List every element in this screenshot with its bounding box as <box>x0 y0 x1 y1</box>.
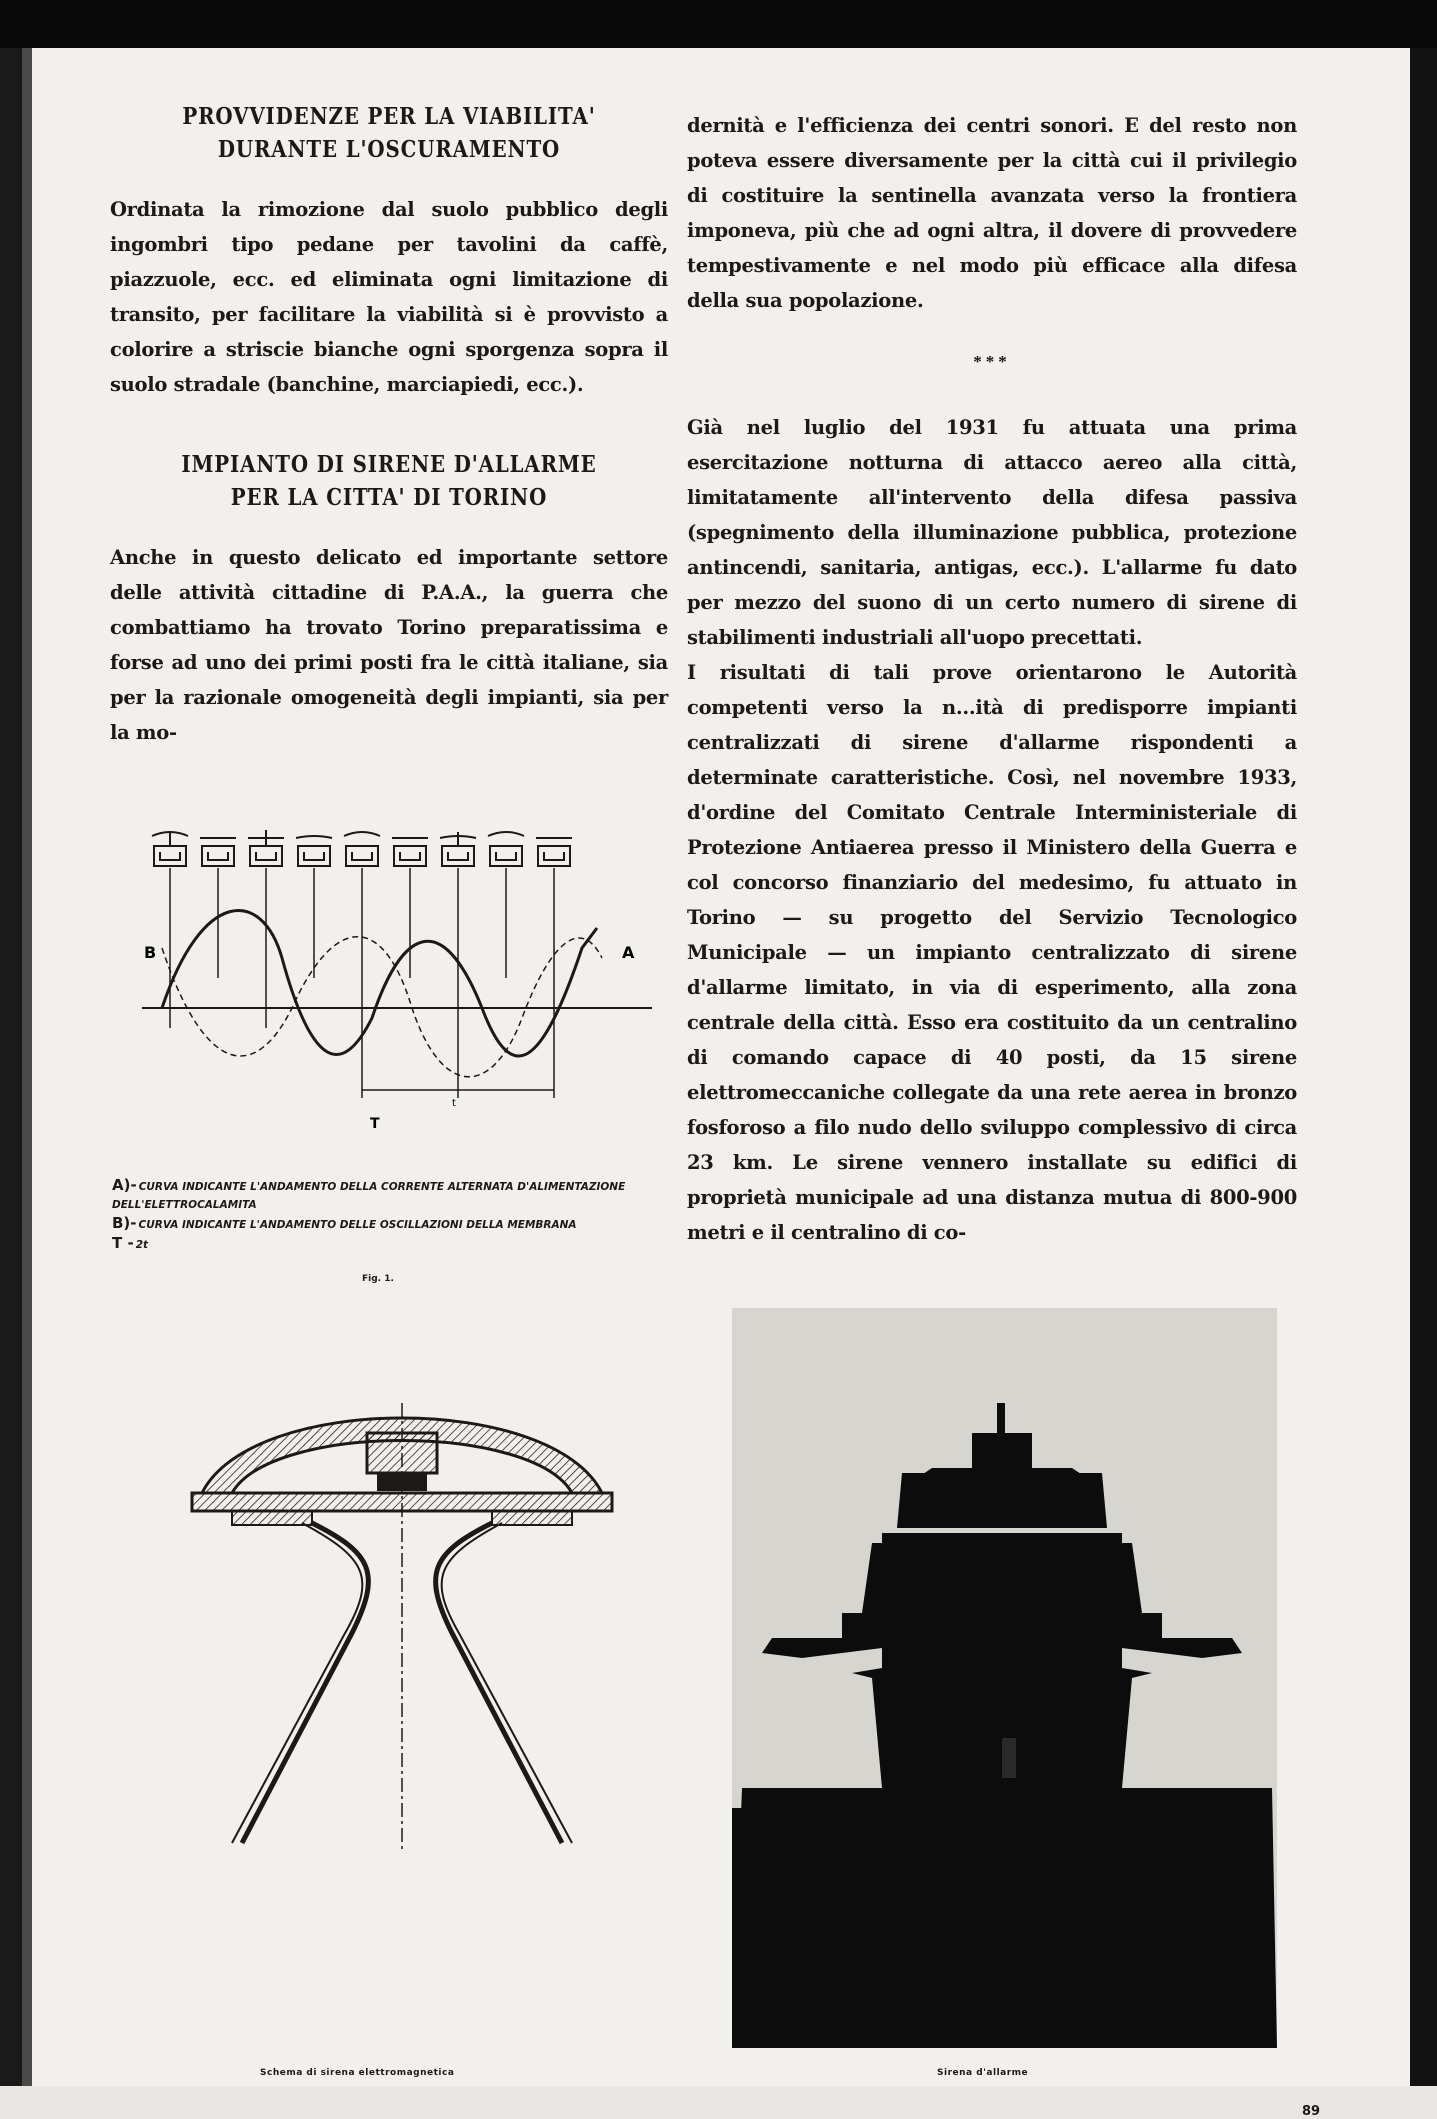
figure2-caption: Schema di sirena elettromagnetica <box>260 2068 455 2078</box>
legend-t-key: T - <box>112 1234 134 1252</box>
figure1-legend <box>112 1176 672 1254</box>
siren-horn-right <box>436 1523 562 1843</box>
page <box>32 48 1410 2119</box>
legend-a-text: CURVA INDICANTE L'ANDAMENTO DELLA CORRENTE ALTERNATA D'ALIMENTAZIONE DELL'ELETTROCALAMITA <box>112 1181 626 1211</box>
siren-horn-right-inner <box>442 1523 572 1843</box>
legend-t-text: 2t <box>135 1239 149 1251</box>
right-paragraph-1: dernità e l'efficienza dei centri sonori. E del resto non poteva essere diversamente per la città cui il privilegio di costituire la sentinella avanzata verso la frontiera imponeva, più che ad ogni altra, il dovere di provvedere tempestivamente e nel modo più efficace alla difesa della sua popolazione. <box>687 114 1297 312</box>
scan-spine-shadow <box>22 48 32 2086</box>
right-paragraph-3: I risultati di tali prove orientarono le Autorità competenti verso la n...ità di predisporre impianti centralizzati di sirene d'allarme rispondenti a determinate caratteristiche. Così, nel novembre 1933, d'ordine del Comitato Centrale Interministeriale di Protezione Antiaerea presso il Ministero della Guerra e col concorso finanziario del medesimo, fu attuato in Torino — su progetto del Servizio Tecnologico Municipale — un impianto centralizzato di sirene d'allarme limitato, in via di esperimento, alla zona centrale della città. Esso era costituito da un centralino di comando capace di 40 posti, da 15 sirene elettromeccaniche collegate da una rete aerea in bronzo fosforoso a filo nudo dello sviluppo complessivo di circa 23 km. Le sirene vennero installate su edifici di proprietà municipale ad una distanza mutua di 800-900 metri e il centralino di co- <box>687 661 1297 1244</box>
legend-b-text: CURVA INDICANTE L'ANDAMENTO DELLE OSCILLAZIONI DELLA MEMBRANA <box>138 1219 577 1231</box>
siren-flange-right <box>492 1511 572 1525</box>
photo-highlight <box>1002 1738 1016 1778</box>
right-column <box>687 108 1297 1250</box>
legend-a-key: A)- <box>112 1176 137 1194</box>
scan-border-left <box>0 48 22 2086</box>
label-b: B <box>144 943 157 962</box>
curve-b-membrane <box>162 937 602 1077</box>
scan-border-right <box>1410 48 1437 2086</box>
electromagnet-symbols <box>152 830 572 866</box>
scan-border-top <box>0 0 1437 48</box>
legend-b-key: B)- <box>112 1214 137 1232</box>
siren-photo <box>732 1308 1277 2048</box>
siren-schema-drawing <box>172 1373 632 1853</box>
section1-title-line1: PROVVIDENZE PER LA VIABILITA' <box>182 103 596 130</box>
section2-body: Anche in questo delicato ed importante settore delle attività cittadine di P.A.A., la guerra che combattiamo ha trovato Torino preparatissima e forse ad uno dei primi posti fra le città italiane, sia per la razionale omogeneità degli impianti, sia per la mo- <box>110 546 668 744</box>
photo-caption: Sirena d'allarme <box>937 2068 1029 2078</box>
section2-title-line1: IMPIANTO DI SIRENE D'ALLARME <box>181 451 597 478</box>
waveform-diagram <box>142 828 662 1188</box>
label-a: A <box>622 943 635 962</box>
siren-horn-left-inner <box>232 1523 362 1843</box>
figure1-caption: Fig. 1. <box>362 1274 394 1284</box>
label-t: T <box>370 1116 380 1132</box>
siren-flange-left <box>232 1511 312 1525</box>
curve-a-current <box>162 911 597 1056</box>
section-separator: *** <box>973 352 1011 371</box>
left-column <box>110 100 668 750</box>
right-paragraph-2: Già nel luglio del 1931 fu attuata una prima esercitazione notturna di attacco aereo alla città, limitatamente all'intervento della difesa passiva (spegnimento della illuminazione pubblica, protezione antincendi, sanitaria, antigas, ecc.). L'allarme fu dato per mezzo del suono di un certo numero di sirene di stabilimenti industriali all'uopo precettati. <box>687 416 1297 649</box>
section1-title-line2: DURANTE L'OSCURAMENTO <box>217 136 561 163</box>
page-number: 89 <box>1302 2104 1321 2119</box>
label-t-half: t <box>452 1098 456 1109</box>
section2-title-line2: PER LA CITTA' DI TORINO <box>230 484 548 511</box>
siren-horn-left <box>242 1523 368 1843</box>
section1-body: Ordinata la rimozione dal suolo pubblico degli ingombri tipo pedane per tavolini da caffè, piazzuole, ecc. ed eliminata ogni limitazione di transito, per facilitare la viabilità si è provvisto a colorire a striscie bianche ogni sporgenza sopra il suolo stradale (banchine, marciapiedi, ecc.). <box>110 198 668 396</box>
